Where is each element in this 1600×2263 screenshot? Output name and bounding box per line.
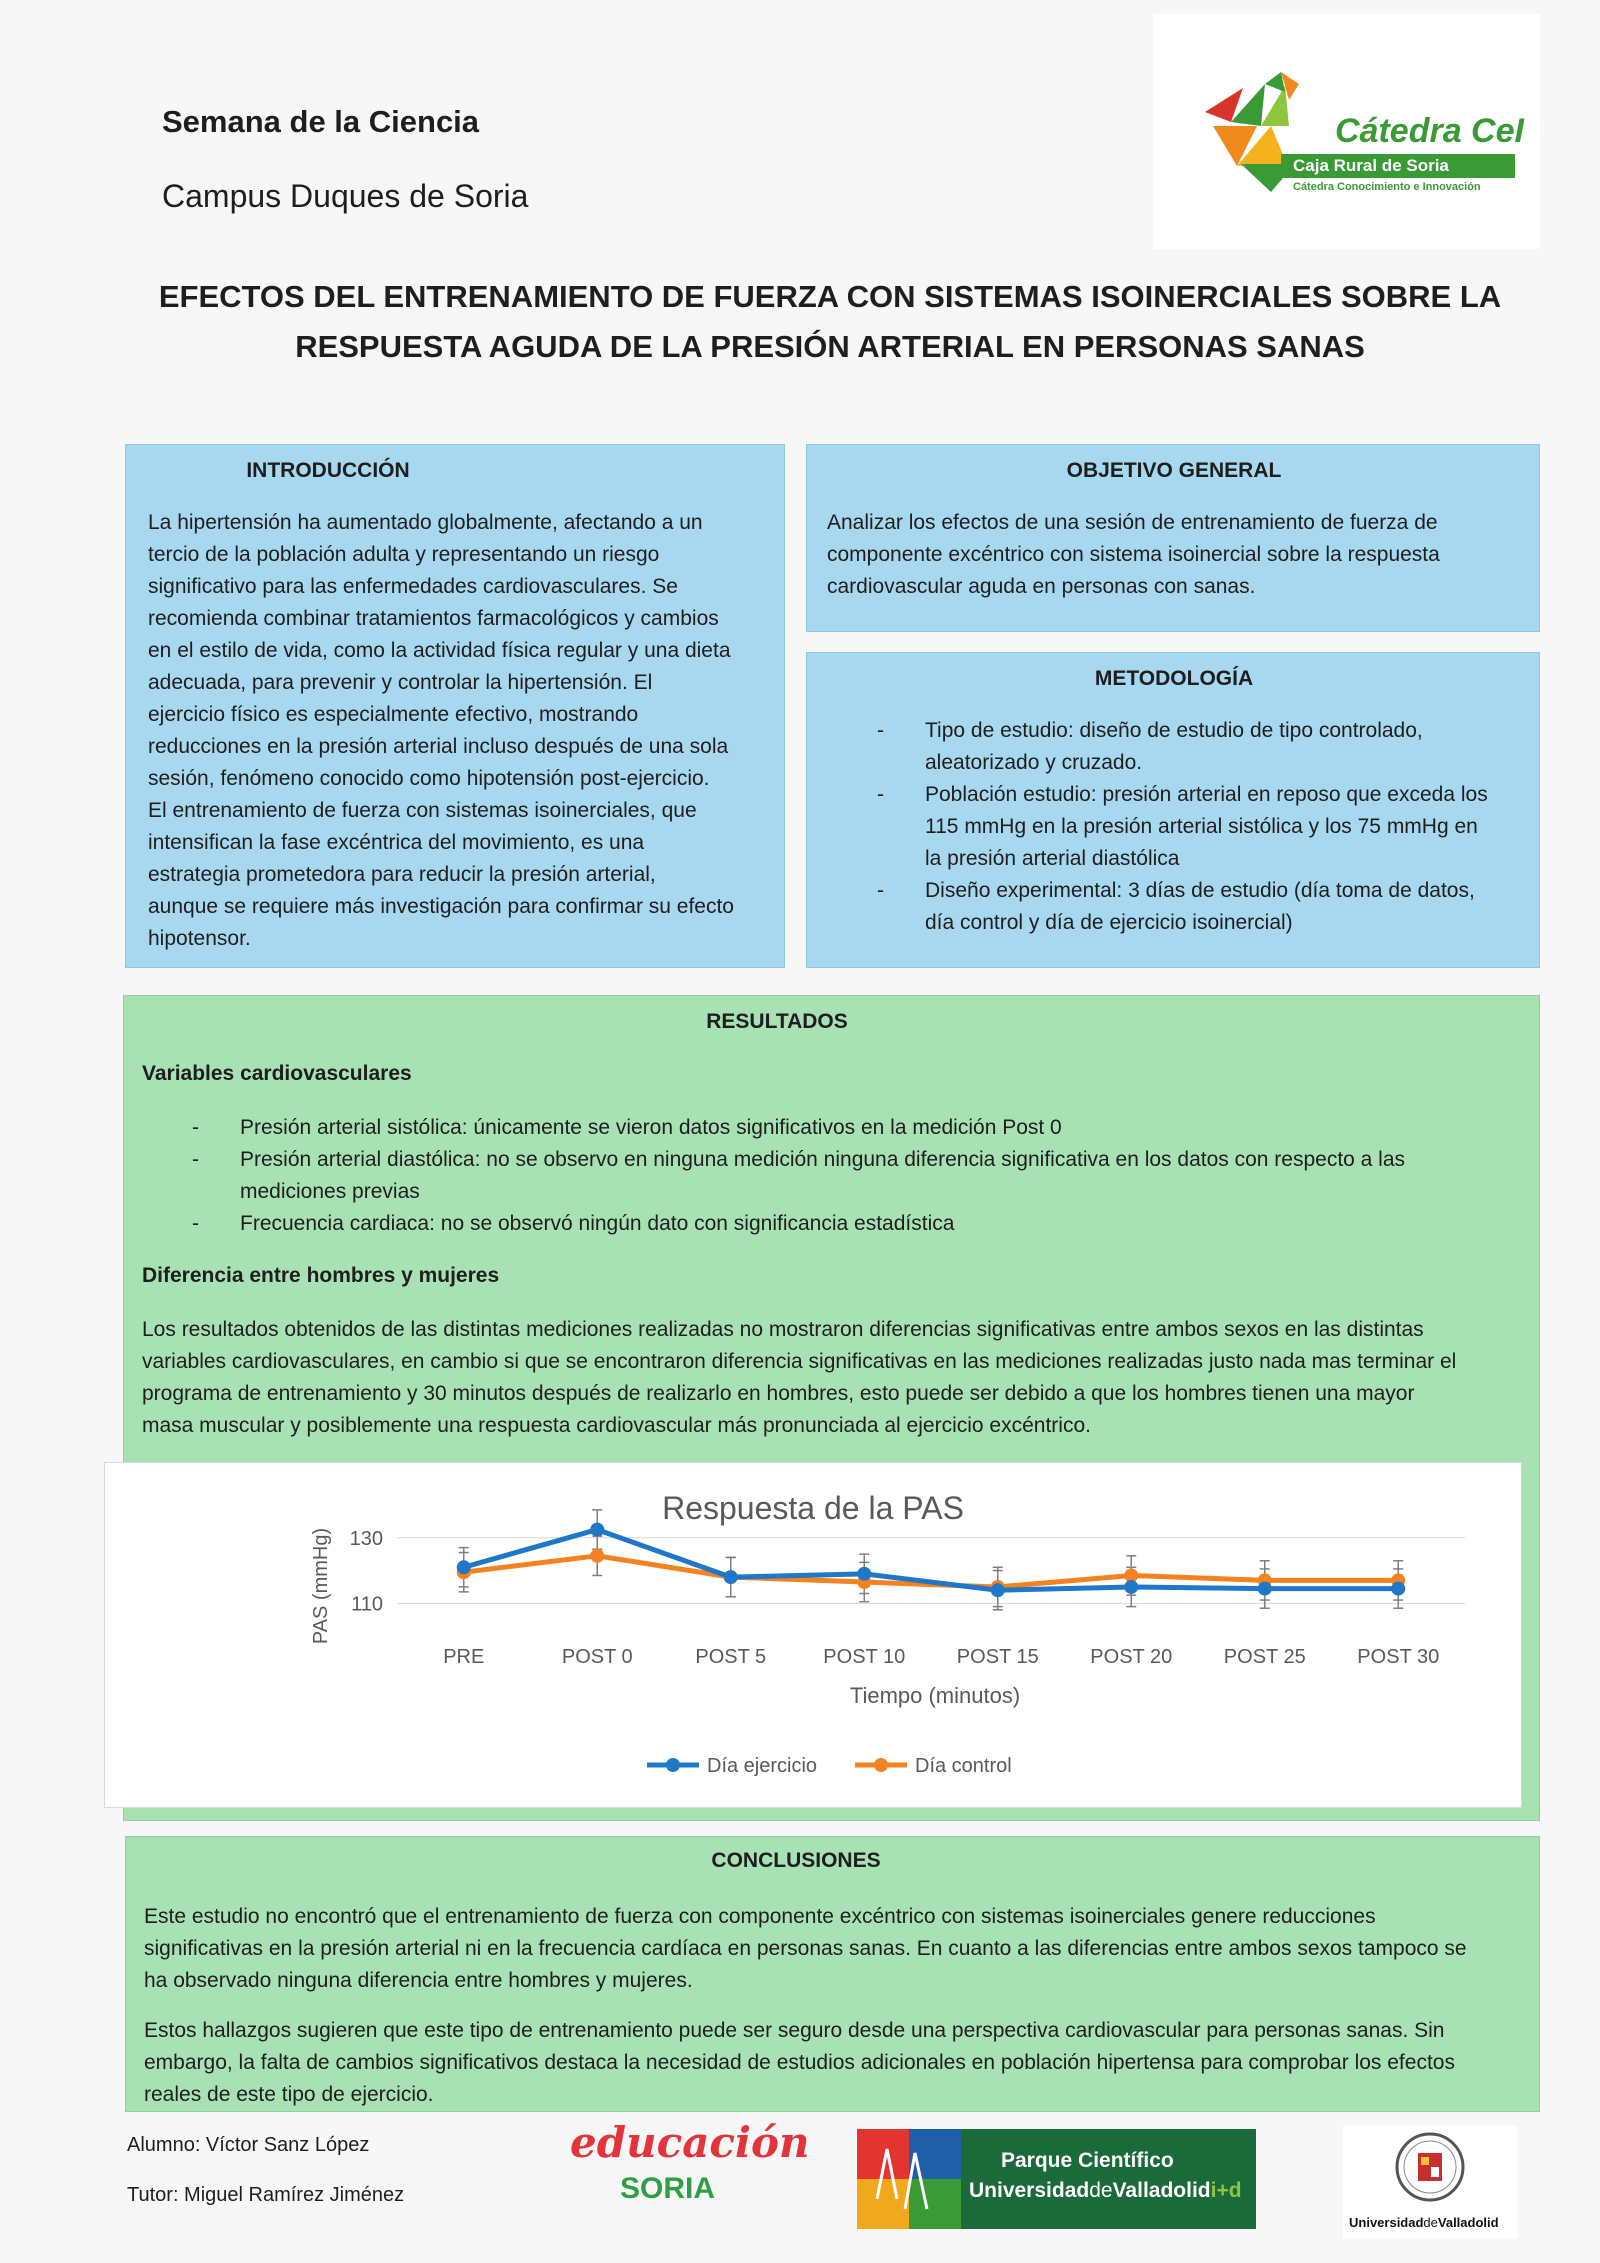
data-point: [857, 1567, 871, 1581]
x-tick-label: POST 25: [1223, 1646, 1306, 1668]
campus-name: Campus Duques de Soria: [162, 178, 529, 214]
alumno-label: Alumno: Víctor Sanz López: [127, 2134, 370, 2156]
uva-name-b: de: [1423, 2215, 1438, 2230]
intro-line: hipotensor.: [148, 927, 251, 950]
parque-line2-c: Valladolid: [1112, 2179, 1211, 2202]
resultados-text-line: Los resultados obtenidos de las distintas mediciones realizadas no mostraron diferencias significativas entre ambos sexos en las distintas: [142, 1318, 1424, 1341]
data-point: [1124, 1580, 1138, 1594]
objetivo-line: Analizar los efectos de una sesión de entrenamiento de fuerza de: [827, 511, 1438, 534]
metodologia-list: [877, 715, 1488, 939]
catedra-logo-line1: Caja Rural de Soria: [1293, 156, 1449, 175]
resultados-text-line: variables cardiovasculares, en cambio si que se encontraron diferencia significativas en las mediciones realizadas justo nada mas terminar el: [142, 1350, 1457, 1373]
resultados-item-line: Presión arterial sistólica: únicamente se vieron datos significativos en la medición Post 0: [240, 1116, 1062, 1139]
conclusiones-p2-line: Estos hallazgos sugieren que este tipo de entrenamiento puede ser seguro desde una perspectiva cardiovascular para personas sanas. Sin: [144, 2019, 1445, 2042]
data-point: [590, 1523, 604, 1537]
objetivo-line: cardiovascular aguda en personas con sanas.: [827, 575, 1256, 598]
conclusiones-p1: [144, 1901, 1467, 1997]
x-tick-label: POST 15: [956, 1646, 1039, 1668]
intro-line: significativo para las enfermedades cardiovasculares. Se: [148, 575, 678, 598]
tutor-label: Tutor: Miguel Ramírez Jiménez: [127, 2184, 405, 2206]
intro-line: en el estilo de vida, como la actividad física regular y una dieta: [148, 639, 731, 662]
event-title: Semana de la Ciencia: [162, 104, 480, 139]
intro-line: reducciones en la presión arterial incluso después de una sola: [148, 735, 729, 758]
catedra-logo-line2: Cátedra Conocimiento e Innovación: [1293, 181, 1481, 193]
resultados-sub-variables: Variables cardiovasculares: [142, 1062, 412, 1085]
resultados-list: [192, 1112, 1406, 1240]
resultados-text: [142, 1314, 1456, 1442]
uva-name: [1349, 2215, 1499, 2230]
metodologia-item: [877, 779, 1488, 875]
resultados-item: [192, 1208, 1405, 1240]
metodologia-heading: METODOLOGÍA: [1094, 667, 1254, 690]
intro-line: estrategia prometedora para reducir la presión arterial,: [148, 863, 656, 886]
uva-name-a: Universidad: [1349, 2215, 1424, 2230]
conclusiones-p2-line: reales de este tipo de ejercicio.: [144, 2083, 434, 2106]
x-tick-label: POST 30: [1357, 1646, 1440, 1668]
metodologia-item-line: Diseño experimental: 3 días de estudio (día toma de datos,: [925, 879, 1475, 902]
y-axis-label: PAS (mmHg): [310, 1527, 332, 1645]
conclusiones-p2-line: embargo, la falta de cambios significativos destaca la necesidad de estudios adicionales en población hipertensa para comprobar los efectos: [144, 2051, 1455, 2074]
chart-title: Respuesta de la PAS: [662, 1490, 964, 1526]
objetivo-text: [827, 507, 1440, 603]
parque-line2-b: de: [1089, 2179, 1113, 2202]
y-tick-label: 130: [349, 1527, 383, 1550]
poster-title-line1: EFECTOS DEL ENTRENAMIENTO DE FUERZA CON SISTEMAS ISOINERCIALES SOBRE LA: [158, 279, 1502, 314]
legend-label: Día control: [915, 1755, 1012, 1777]
x-tick-label: POST 5: [695, 1646, 767, 1668]
uva-logo: [1343, 2125, 1517, 2239]
parque-text-band: [961, 2129, 1256, 2229]
conclusiones-p2: [144, 2015, 1455, 2111]
bullet-dash: -: [192, 1212, 199, 1235]
poster-title: [120, 272, 1540, 372]
data-point: [457, 1560, 471, 1574]
parque-cientifico-logo: [857, 2129, 1256, 2229]
bullet-dash: -: [877, 783, 884, 806]
intro-panel: [125, 444, 785, 968]
intro-heading: INTRODUCCIÓN: [246, 459, 410, 482]
parque-mosaic-icon: [857, 2129, 961, 2229]
data-point: [1391, 1582, 1405, 1596]
data-point: [590, 1549, 604, 1563]
objetivo-panel: [806, 444, 1540, 632]
poster-title-line2: RESPUESTA AGUDA DE LA PRESIÓN ARTERIAL EN PERSONAS SANAS: [295, 329, 1365, 364]
intro-line: intensifican la fase excéntrica del movimiento, es una: [148, 831, 645, 854]
metodologia-item-line: la presión arterial diastólica: [925, 847, 1180, 870]
parque-line2: [969, 2179, 1242, 2203]
metodologia-item: [877, 875, 1488, 939]
objetivo-line: componente excéntrico con sistema isoinercial sobre la respuesta: [827, 543, 1440, 566]
metodologia-panel: [806, 652, 1540, 968]
educacion-soria-logo: [566, 2118, 810, 2218]
catedra-logo-name: Cátedra CeI: [1335, 112, 1524, 150]
resultados-item: [192, 1144, 1406, 1208]
parque-line1: Parque Científico: [1001, 2149, 1174, 2172]
metodologia-item-line: Tipo de estudio: diseño de estudio de tipo controlado,: [925, 719, 1423, 742]
pas-chart-svg: [105, 1463, 1521, 1807]
uva-name-c: Valladolid: [1437, 2215, 1499, 2230]
intro-line: La hipertensión ha aumentado globalmente, afectando a un: [148, 511, 703, 534]
resultados-heading: RESULTADOS: [706, 1010, 848, 1033]
uva-seal-icon: [1395, 2129, 1465, 2209]
catedra-logo: [1153, 14, 1540, 249]
conclusiones-panel: [125, 1836, 1540, 2112]
intro-line: recomienda combinar tratamientos farmacológicos y cambios: [148, 607, 719, 630]
metodologia-item-line: día control y día de ejercicio isoinercial): [925, 911, 1293, 934]
parque-line2-a: Universidad: [969, 2179, 1090, 2202]
conclusiones-p1-line: Este estudio no encontró que el entrenamiento de fuerza con componente excéntrico con sistemas isoinerciales genere reducciones: [144, 1905, 1376, 1928]
objetivo-heading: OBJETIVO GENERAL: [1066, 459, 1282, 482]
intro-line: adecuada, para prevenir y controlar la hipertensión. El: [148, 671, 653, 694]
bullet-dash: -: [877, 719, 884, 742]
x-tick-label: POST 20: [1090, 1646, 1173, 1668]
legend-swatch-marker: [666, 1758, 680, 1772]
resultados-item: [192, 1112, 1405, 1144]
resultados-text-line: masa muscular y posiblemente una respuesta cardiovascular más pronunciada al ejercicio excéntrico.: [142, 1414, 1091, 1437]
intro-line: El entrenamiento de fuerza con sistemas isoinerciales, que: [148, 799, 697, 822]
data-point: [1258, 1582, 1272, 1596]
resultados-item-line: mediciones previas: [240, 1180, 420, 1203]
resultados-item-line: Frecuencia cardiaca: no se observó ningún dato con significancia estadística: [240, 1212, 955, 1235]
pas-chart: [104, 1462, 1522, 1808]
bullet-dash: -: [192, 1148, 199, 1171]
data-point: [991, 1583, 1005, 1597]
intro-line: ejercicio físico es especialmente efectivo, mostrando: [148, 703, 639, 726]
resultados-text-line: programa de entrenamiento y 30 minutos después de realizarlo en hombres, esto puede ser debido a que los hombres tienen una mayor: [142, 1382, 1415, 1405]
x-tick-label: POST 0: [561, 1646, 633, 1668]
x-tick-label: POST 10: [823, 1646, 906, 1668]
y-tick-label: 110: [351, 1593, 383, 1616]
conclusiones-p1-line: ha observado ninguna diferencia entre hombres y mujeres.: [144, 1969, 693, 1992]
resultados-sub-sexos: Diferencia entre hombres y mujeres: [142, 1264, 500, 1287]
parque-line2-d: i+d: [1210, 2179, 1242, 2202]
legend-swatch-marker: [874, 1758, 888, 1772]
educacion-word: educación: [570, 2118, 810, 2167]
intro-line: tercio de la población adulta y representando un riesgo: [148, 543, 660, 566]
intro-line: aunque se requiere más investigación para confirmar su efecto: [148, 895, 734, 918]
x-axis-label: Tiempo (minutos): [849, 1683, 1021, 1708]
resultados-item-line: Presión arterial diastólica: no se observo en ninguna medición ninguna diferencia significativa en los datos con respecto a las: [240, 1148, 1406, 1171]
intro-text: [148, 507, 734, 955]
conclusiones-p1-line: significativas en la presión arterial ni en la frecuencia cardíaca en personas sanas. En cuanto a las diferencias entre ambos sexos tampoco se: [144, 1937, 1467, 1960]
conclusiones-heading: CONCLUSIONES: [711, 1849, 881, 1872]
legend-label: Día ejercicio: [707, 1755, 818, 1777]
data-point: [724, 1570, 738, 1584]
bullet-dash: -: [877, 879, 884, 902]
intro-line: sesión, fenómeno conocido como hipotensión post-ejercicio.: [148, 767, 710, 790]
metodologia-item: [877, 715, 1488, 779]
metodologia-item-line: Población estudio: presión arterial en reposo que exceda los: [925, 783, 1488, 806]
bullet-dash: -: [192, 1116, 199, 1139]
metodologia-item-line: aleatorizado y cruzado.: [925, 751, 1143, 774]
x-tick-label: PRE: [443, 1646, 485, 1668]
educacion-city: SORIA: [620, 2172, 716, 2205]
metodologia-item-line: 115 mmHg en la presión arterial sistólica y los 75 mmHg en: [925, 815, 1478, 838]
